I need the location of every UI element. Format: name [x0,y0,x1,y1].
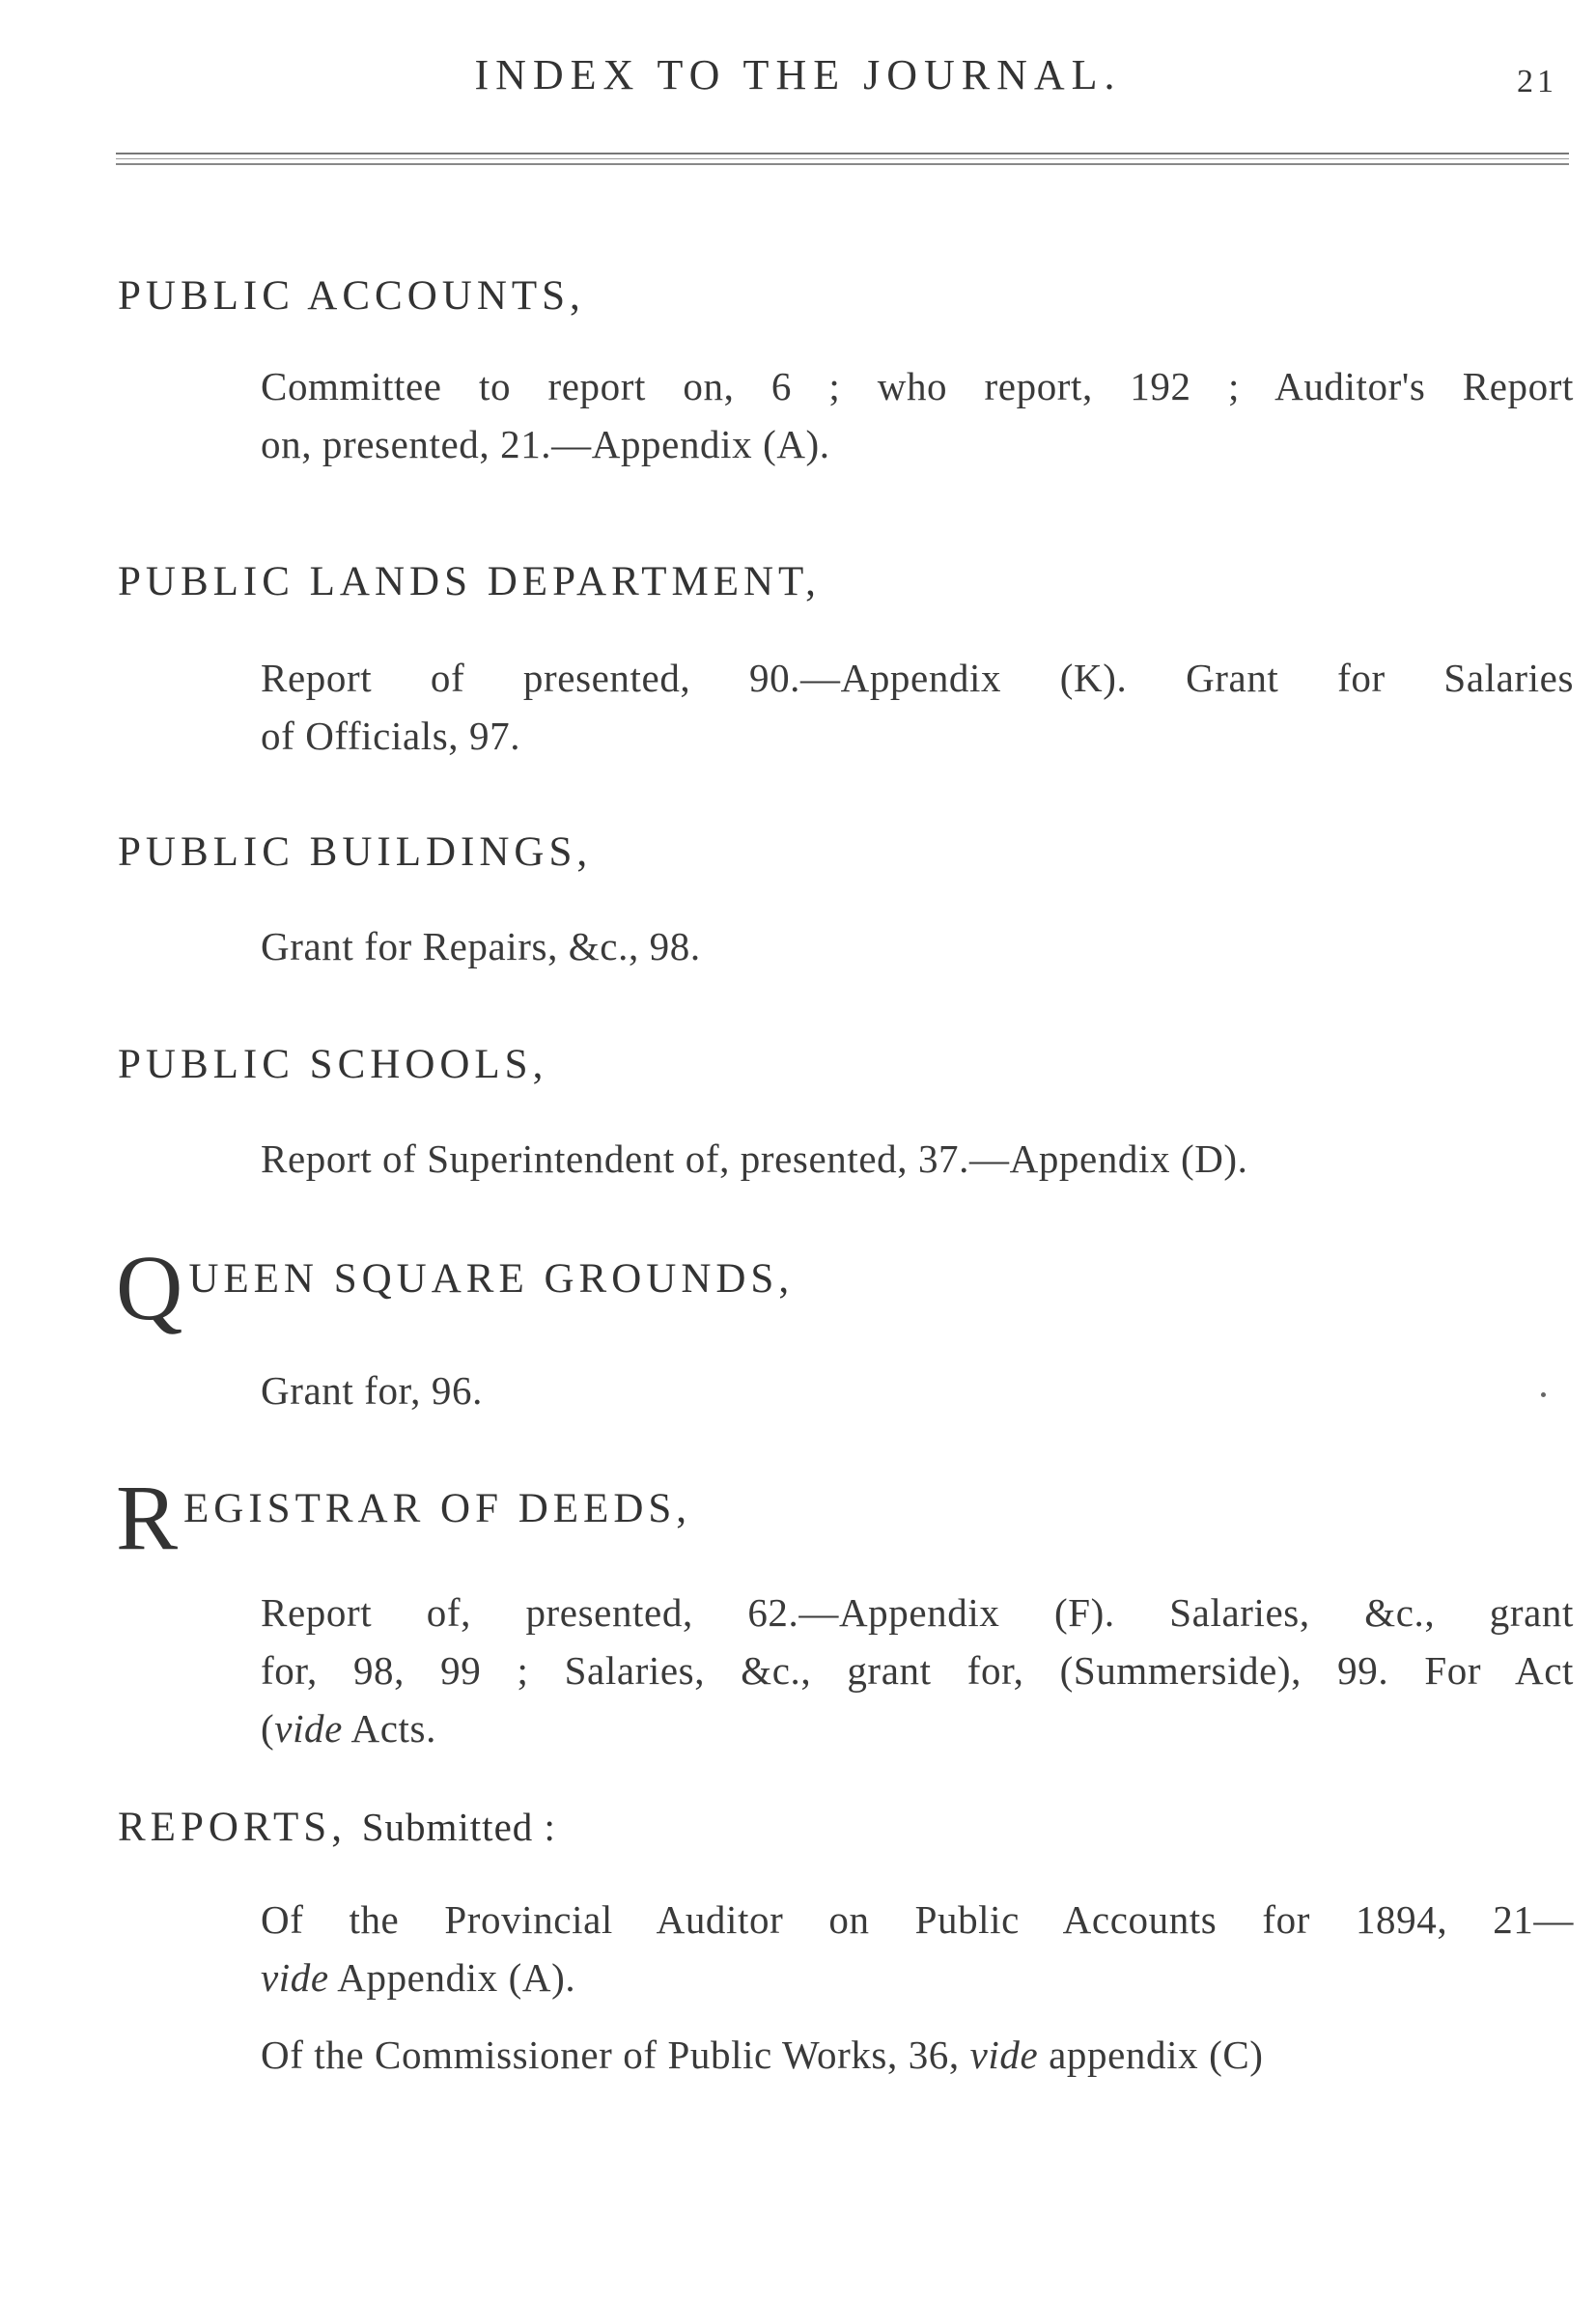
open-paren: ( [261,1706,275,1751]
entry-line [261,1699,1574,1757]
line-pre: Of the Commissioner of Public Works, 36, [261,2033,970,2077]
entry-line: Report of Superintendent of, presented, 37.—Appendix (D). [261,1136,1248,1181]
heading-rest: EGISTRAR OF DEEDS, [183,1486,692,1531]
heading-public-lands-department: PUBLIC LANDS DEPARTMENT, [118,559,821,604]
entry-line: for, 98, 99 ; Salaries, &c., grant for, (Summerside), 99. For Act [261,1648,1574,1693]
running-title: INDEX TO THE JOURNAL. [474,51,1122,98]
dropcap-q: Q [116,1236,183,1339]
heading-registrar-of-deeds [116,1466,692,1578]
heading-rest: UEEN SQUARE GROUNDS, [188,1256,795,1302]
line-post: appendix (C) [1038,2033,1264,2077]
entry-line: Committee to report on, 6 ; who report, 192 ; Auditor's Report [261,364,1574,408]
entry-public-lands-department [261,649,1574,765]
entry-registrar-of-deeds [261,1584,1574,1757]
entry-line: of Officials, 97. [261,714,521,758]
entry-line: Report of, presented, 62.—Appendix (F). Salaries, &c., grant [261,1590,1574,1635]
italic-vide: vide [274,1706,343,1751]
line-rest: Appendix (A). [328,1955,576,2000]
entry-public-accounts [261,357,1574,473]
entry-line: Grant for, 96. [261,1368,483,1413]
entry-line: on, presented, 21.—Appendix (A). [261,422,830,466]
entry-line: Grant for Repairs, &c., 98. [261,924,701,968]
heading-public-accounts: PUBLIC ACCOUNTS, [118,273,585,319]
italic-vide: vide [261,1955,329,2000]
italic-vide: vide [969,2033,1039,2077]
entry-line: Report of presented, 90.—Appendix (K). Grant for Salaries [261,656,1574,700]
entry-line: Of the Provincial Auditor on Public Accounts for 1894, 21— [261,1897,1574,1942]
line-rest: Acts. [342,1706,436,1751]
entry-public-schools [261,1130,1574,1188]
dropcap-r: R [116,1466,179,1569]
print-speck [1541,1392,1546,1397]
header-rule [116,153,1569,166]
page-number: 21 [1517,64,1557,99]
heading-reports-sub: Submitted : [361,1805,556,1849]
entry-public-buildings [261,917,1574,975]
heading-public-schools: PUBLIC SCHOOLS, [118,1042,548,1087]
running-head [0,50,1596,108]
entry-reports-auditor [261,1891,1574,2006]
entry-reports-public-works [261,2026,1574,2084]
entry-line [261,2026,1574,2084]
entry-queen-square-grounds [261,1361,1574,1419]
heading-reports-label: REPORTS, [118,1805,347,1850]
entry-line [261,1949,1574,2006]
heading-queen-square-grounds [116,1236,795,1348]
heading-public-buildings: PUBLIC BUILDINGS, [118,829,593,875]
heading-reports [118,1804,556,1851]
